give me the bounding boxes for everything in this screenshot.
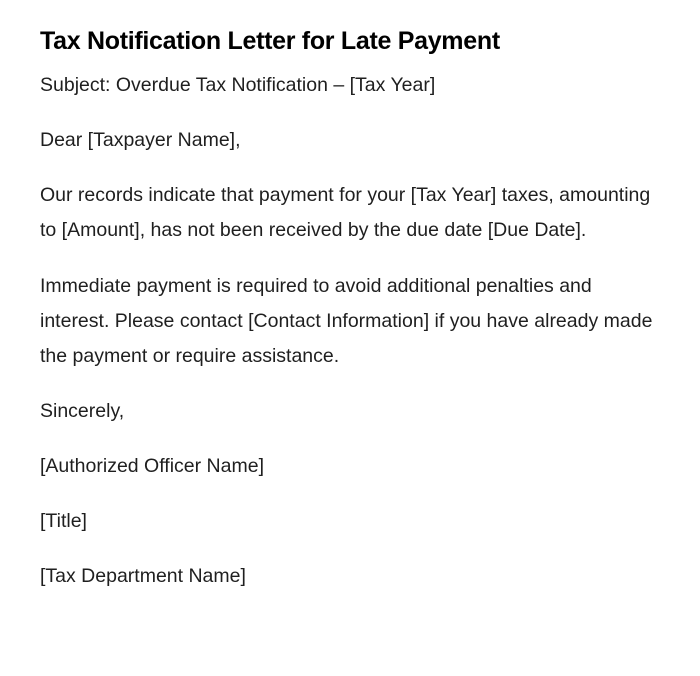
letter-paragraph-payment-status: Our records indicate that payment for your [Tax Year] taxes, amounting to [Amount], has not been received by the due date [Due Date]. xyxy=(40,184,651,241)
letter-subject: Subject: Overdue Tax Notification – [Tax Year] xyxy=(40,74,436,96)
letter-greeting: Dear [Taxpayer Name], xyxy=(40,129,241,151)
signature-officer-name: [Authorized Officer Name] xyxy=(40,455,264,477)
signature-department: [Tax Department Name] xyxy=(40,565,246,587)
signature-officer-title: [Title] xyxy=(40,510,87,532)
letter-closing: Sincerely, xyxy=(40,400,125,422)
letter-document xyxy=(40,0,660,594)
letter-paragraph-instructions: Immediate payment is required to avoid additional penalties and interest. Please contact [Contact Information] if you have already made the payment or require assistance. xyxy=(40,275,653,367)
letter-title: Tax Notification Letter for Late Payment xyxy=(40,27,500,55)
